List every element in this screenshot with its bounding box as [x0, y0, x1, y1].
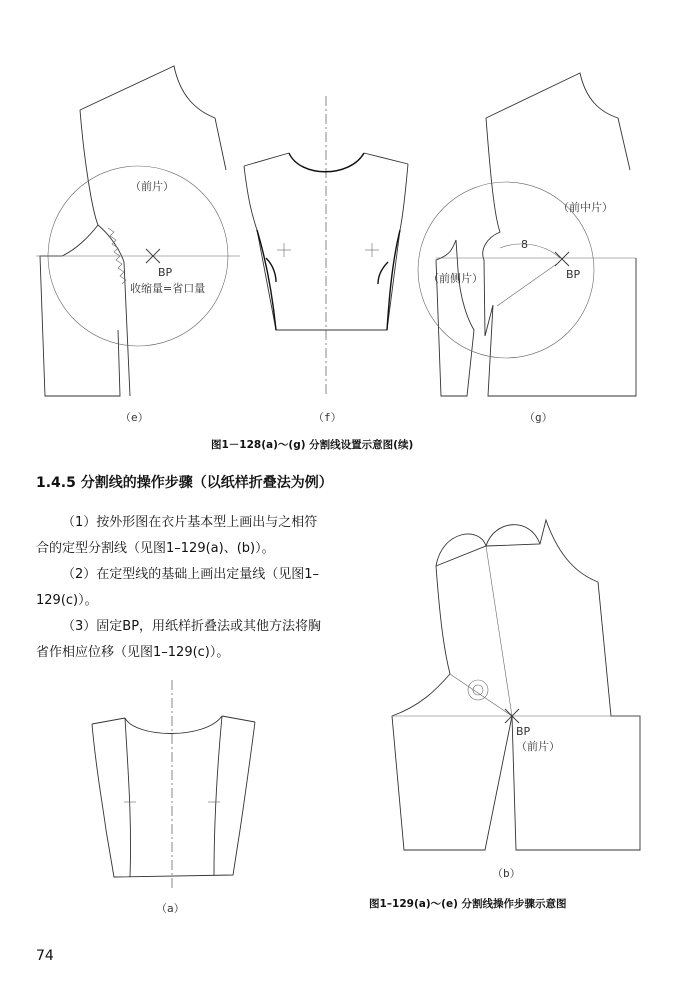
subcaption-e: （e）	[120, 411, 149, 424]
paragraph-2: （2）在定型线的基础上画出定量线（见图1–129(c)）。	[36, 567, 320, 608]
subcaption-a: （a）	[156, 902, 185, 915]
label-bp-g: BP	[566, 268, 581, 281]
label-bp-b: BP	[516, 725, 531, 738]
page-number: 74	[36, 948, 54, 964]
label-center-g: （前中片）	[558, 201, 613, 214]
dart-line-b-2	[486, 546, 512, 716]
subcaption-b: （b）	[492, 867, 521, 880]
label-front-e: （前片）	[130, 180, 174, 193]
paragraph-1: （1）按外形图在衣片基本型上画出与之相符合的定型分割线（见图1–129(a)、(b)）。	[36, 515, 318, 556]
pivot-circle-inner	[473, 685, 483, 695]
label-side-g: （前侧片）	[428, 272, 483, 285]
pivot-circle-outer	[468, 680, 488, 700]
label-front-b: （前片）	[516, 740, 560, 753]
label-dim-g: 8	[521, 238, 528, 251]
label-bp-e: BP	[158, 266, 173, 279]
paragraph-3: （3）固定BP，用纸样折叠法或其他方法将胸省作相应位移（见图1–129(c)）。	[36, 619, 322, 660]
section-heading: 1.4.5 分割线的操作步骤（以纸样折叠法为例）	[36, 475, 333, 491]
front-piece-b	[392, 566, 512, 850]
subcaption-g: （g）	[524, 411, 553, 424]
figure-128-caption: 图1－128(a)～(g) 分割线设置示意图(续)	[211, 439, 414, 451]
label-note-e: 收缩量=省口量	[130, 282, 206, 295]
figure-129-caption: 图1–129(a)～(e) 分割线操作步骤示意图	[369, 898, 567, 910]
subcaption-f: （f）	[313, 411, 342, 424]
